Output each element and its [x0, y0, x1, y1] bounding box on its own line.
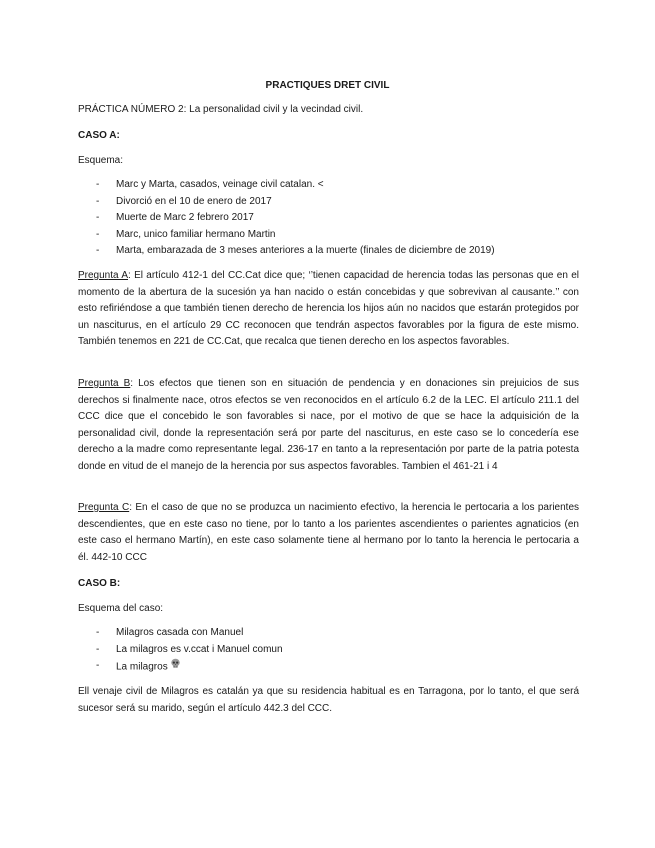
caso-a-heading: CASO A:	[78, 130, 120, 141]
pregunta-b-text: : Los efectos que tienen son en situación de pendencia y en donaciones sin prejuicios de sus derechos si finalmente nace, otros efectos se ven reconocidos en el artículo 6.2 de la LEC. El artículo 211.1 del CCC dice que el concebido le son favorables si nace, por el motivo de que se hace la adquisición de la personalidad civil, donde la representación será por parte del nasciturus, en este caso se lo concedería ese derecho a la madre como representante legal. 236-17 en tanto a la representación por parte de la patria potesta donde en vitud de el manejo de la herencia por sus aspectos favorables. Tambien el 461-21 i 4	[78, 378, 579, 472]
skull-icon	[170, 658, 181, 676]
list-item: - Marta, embarazada de 3 meses anteriores a la muerte (finales de diciembre de 2019)	[96, 245, 495, 257]
pregunta-b-label: Pregunta B	[78, 378, 131, 389]
practice-line: PRÁCTICA NÚMERO 2: La personalidad civil y la vecindad civil.	[78, 104, 364, 115]
caso-a-list	[96, 177, 495, 260]
pregunta-c-paragraph	[78, 500, 579, 566]
caso-a-scheme-label: Esquema:	[78, 155, 124, 166]
pregunta-a-paragraph	[78, 268, 579, 351]
caso-b-scheme-label: Esquema del caso:	[78, 603, 164, 614]
pregunta-b-paragraph	[78, 376, 579, 476]
caso-b-conclusion: Ell venaje civil de Milagros es catalán ya que su residencia habitual es en Tarragona, por lo tanto, el que será sucesor será su marido, según el artículo 442.3 del CCC.	[78, 686, 579, 714]
pregunta-c-label: Pregunta C	[78, 502, 130, 513]
list-item: - Marc, unico familiar hermano Martin	[96, 228, 276, 240]
pregunta-a-text: : El artículo 412-1 del CC.Cat dice que; ‘’tienen capacidad de herencia todas las personas que en el momento de la abertura de la sucesión ya han nacido o están concebidas y que sobrevivan al causante.’’ con esto refiriéndose a que también tienen derecho de herencia los hijos aún no nacidos que estarán protegidos por un nasciturus, en el artículo 29 CC reconocen que tendrán aspectos favorables por la figura de este mismo. También tenemos en 221 de CC.Cat, que recalca que tienen derecho en los aspectos favorables.	[78, 270, 579, 348]
caso-b-list	[96, 625, 283, 675]
list-item: - La milagros	[96, 658, 283, 675]
list-item: - La milagros es v.ccat i Manuel comun	[96, 643, 283, 655]
pregunta-a-label: Pregunta A	[78, 270, 129, 281]
list-item: - Marc y Marta, casados, veinage civil catalan. <	[96, 179, 324, 190]
list-item: - Milagros casada con Manuel	[96, 627, 244, 638]
pregunta-c-text: : En el caso de que no se produzca un nacimiento efectivo, la herencia le pertocaria a los parientes descendientes, que en este caso no tiene, por lo tanto a los parientes ascendientes o parientes agnaticios (en este caso el hermano Martín), en este caso solamente tiene al hermano por lo tanto la herencia le pertocaria a él. 442-10 CCC	[78, 502, 580, 563]
list-item: - Muerte de Marc 2 febrero 2017	[96, 212, 254, 224]
caso-b-heading: CASO B:	[78, 578, 121, 589]
document-title: PRACTIQUES DRET CIVIL	[265, 80, 390, 91]
list-item: - Divorció en el 10 de enero de 2017	[96, 195, 272, 207]
